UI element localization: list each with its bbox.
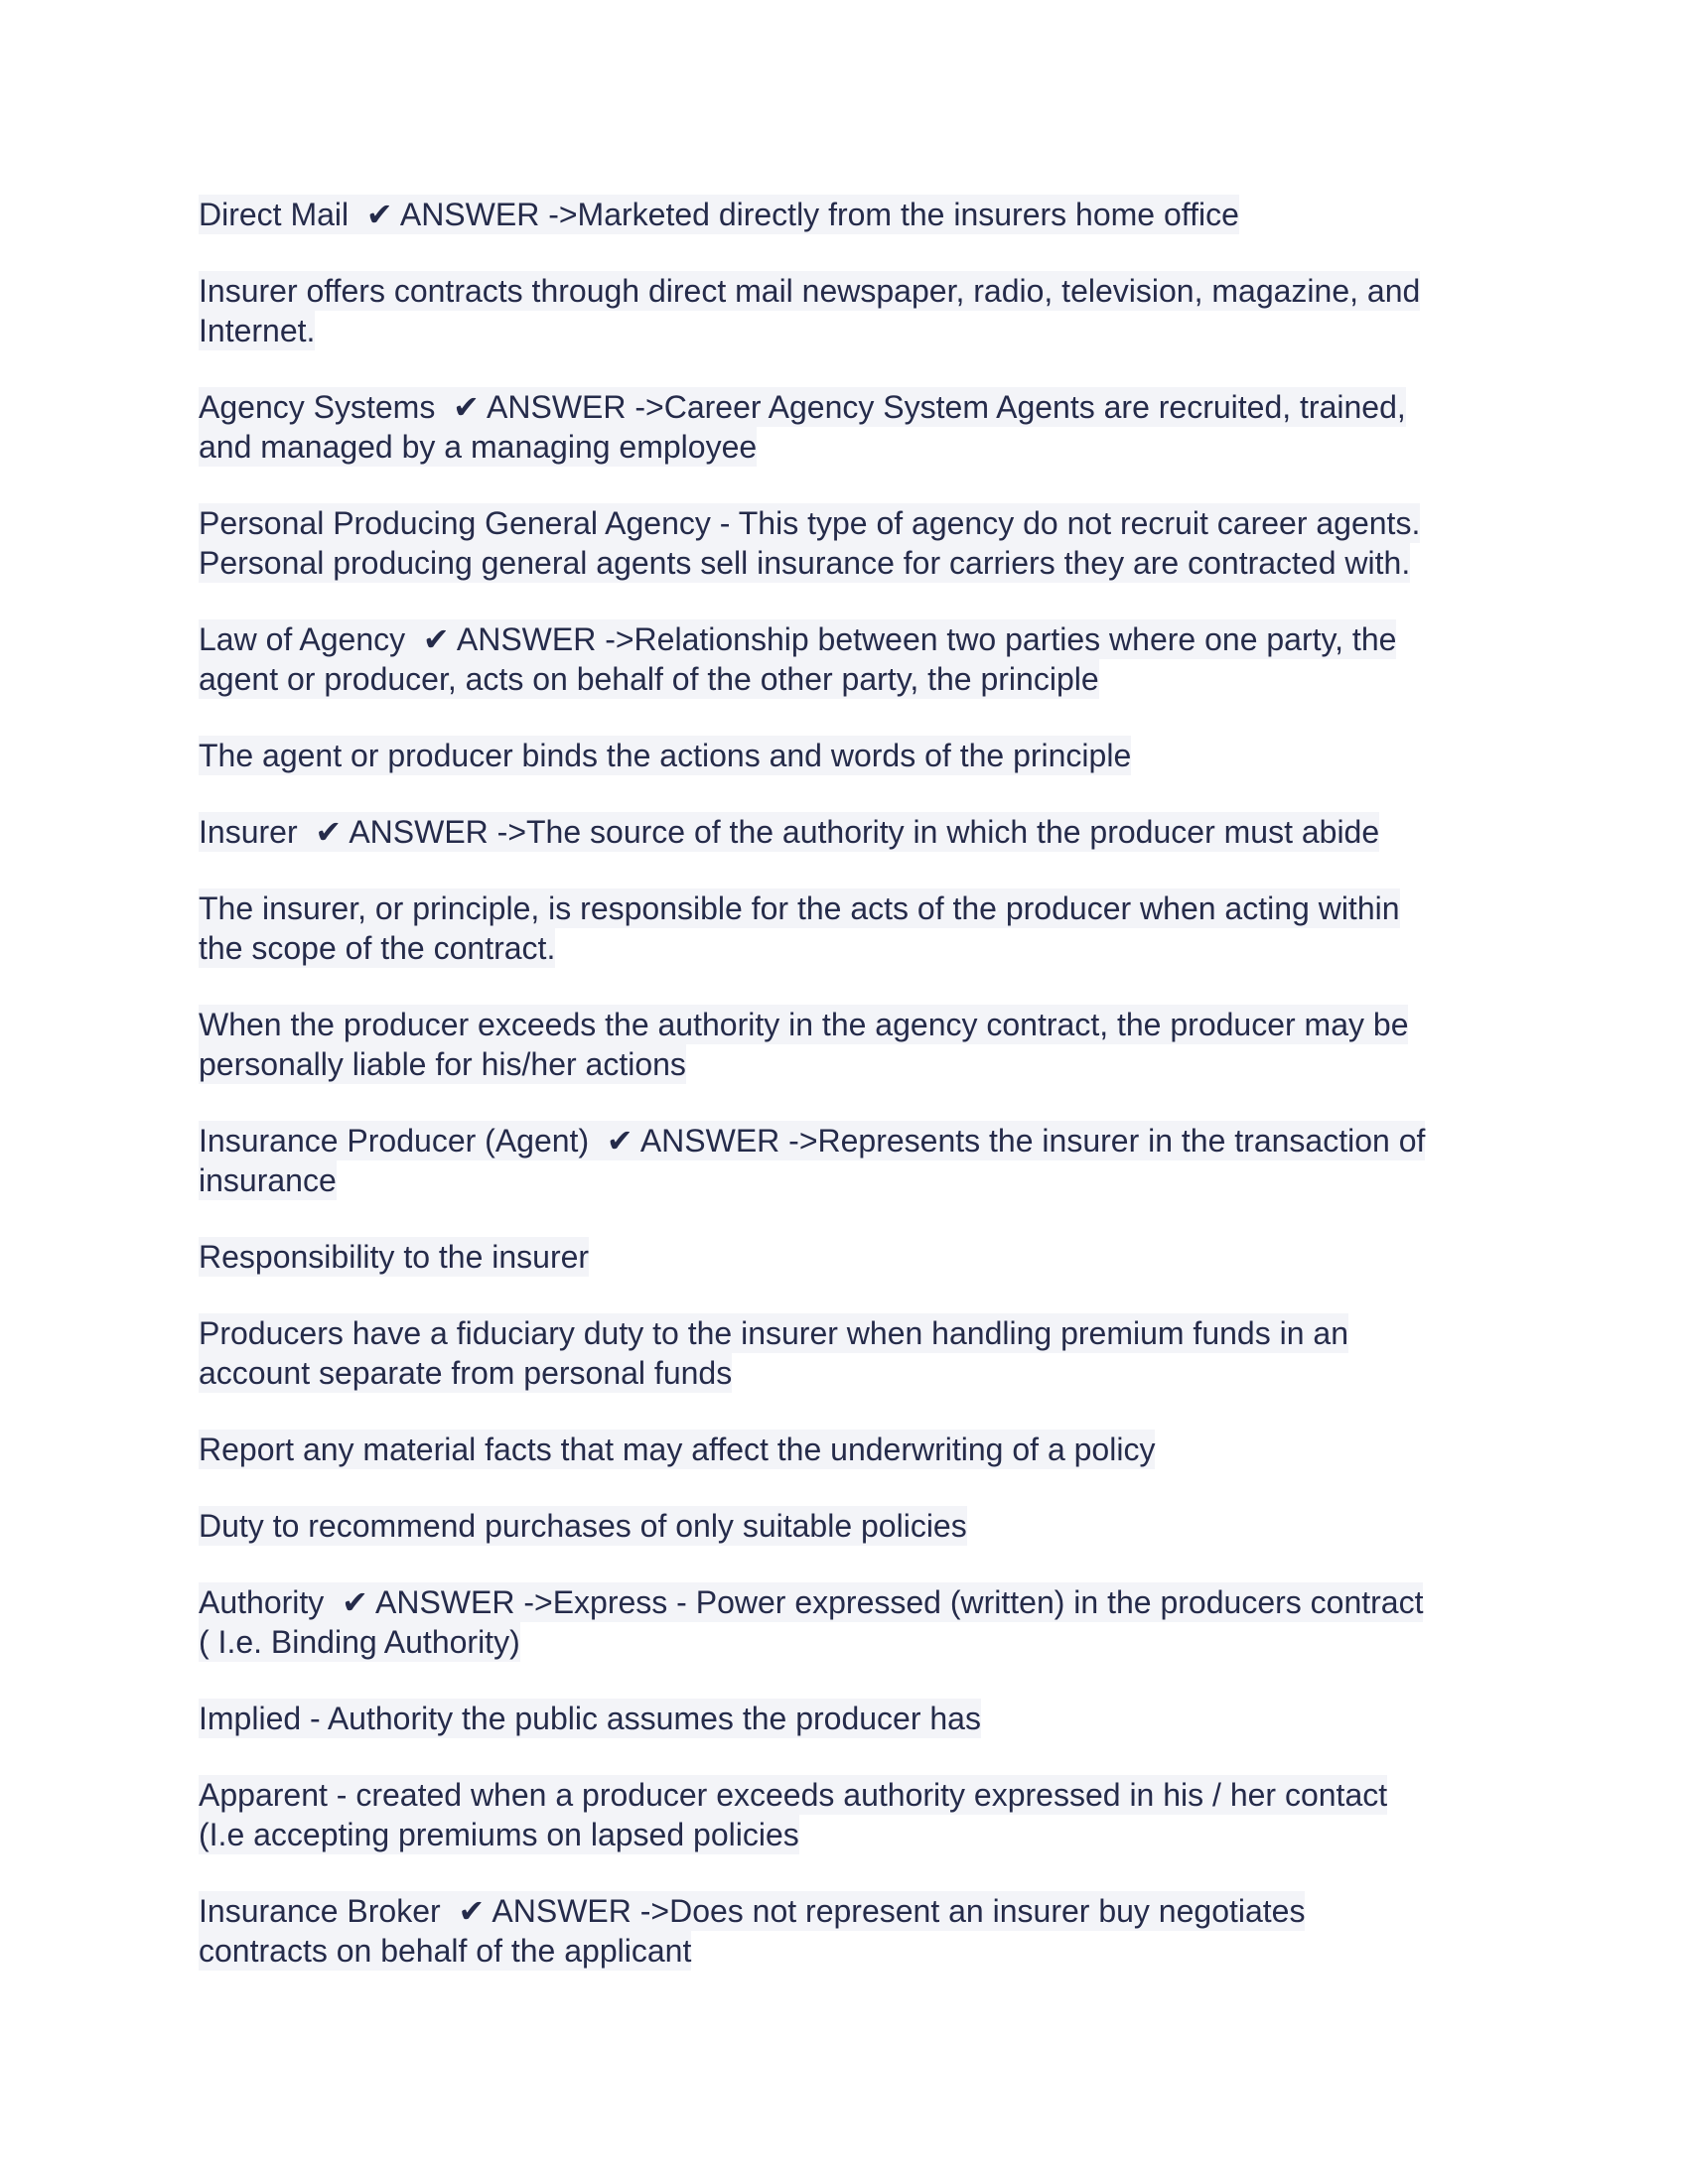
paragraph-insurance-producer	[199, 1121, 1425, 1200]
text-line: Agency Systems ✔ ANSWER ->Career Agency System Agents are recruited, trained,	[199, 389, 1406, 425]
text-line: Implied - Authority the public assumes the producer has	[199, 1701, 981, 1736]
paragraph-material-facts	[199, 1430, 1155, 1469]
text-line: ( I.e. Binding Authority)	[199, 1624, 520, 1660]
paragraph-suitable-policies	[199, 1506, 967, 1546]
text-line: Internet.	[199, 313, 316, 348]
text-line: Personal producing general agents sell insurance for carriers they are contracted with.	[199, 545, 1411, 581]
paragraph-personal-producing-agency	[199, 503, 1420, 583]
paragraph-apparent	[199, 1775, 1387, 1854]
text-line: Insurer ✔ ANSWER ->The source of the authority in which the producer must abide	[199, 814, 1380, 850]
text-line: The agent or producer binds the actions and words of the principle	[199, 738, 1132, 773]
paragraph-agency-systems	[199, 387, 1406, 467]
text-line: Authority ✔ ANSWER ->Express - Power expressed (written) in the producers contract	[199, 1584, 1424, 1620]
text-line: Insurance Broker ✔ ANSWER ->Does not represent an insurer buy negotiates	[199, 1893, 1306, 1929]
paragraph-direct-mail	[199, 195, 1239, 234]
text-line: Responsibility to the insurer	[199, 1239, 590, 1275]
text-line: the scope of the contract.	[199, 930, 556, 966]
text-line: Duty to recommend purchases of only suitable policies	[199, 1508, 967, 1544]
text-line: contracts on behalf of the applicant	[199, 1933, 692, 1969]
paragraph-responsibility	[199, 1237, 589, 1277]
text-line: Apparent - created when a producer exceeds authority expressed in his / her contact	[199, 1777, 1388, 1813]
paragraph-exceeds-authority	[199, 1005, 1408, 1084]
text-line: insurance	[199, 1162, 337, 1198]
paragraph-authority	[199, 1582, 1423, 1662]
text-line: Producers have a fiduciary duty to the insurer when handling premium funds in an	[199, 1315, 1348, 1351]
paragraph-insurance-broker	[199, 1891, 1305, 1971]
text-line: Law of Agency ✔ ANSWER ->Relationship between two parties where one party, the	[199, 621, 1397, 657]
document-page	[199, 195, 1489, 2007]
paragraph-fiduciary-duty	[199, 1313, 1348, 1393]
paragraph-agent-binds	[199, 736, 1131, 775]
text-line: Insurance Producer (Agent) ✔ ANSWER ->Represents the insurer in the transaction of	[199, 1123, 1426, 1159]
paragraph-direct-mail-detail	[199, 271, 1420, 350]
text-line: account separate from personal funds	[199, 1355, 733, 1391]
text-line: Insurer offers contracts through direct mail newspaper, radio, television, magazine, and	[199, 273, 1421, 309]
text-line: The insurer, or principle, is responsible for the acts of the producer when acting within	[199, 890, 1400, 926]
text-line: Report any material facts that may affect the underwriting of a policy	[199, 1432, 1156, 1467]
text-line: Direct Mail ✔ ANSWER ->Marketed directly from the insurers home office	[199, 197, 1239, 232]
paragraph-law-of-agency	[199, 619, 1396, 699]
text-line: and managed by a managing employee	[199, 429, 758, 465]
paragraph-implied	[199, 1699, 981, 1738]
text-line: (I.e accepting premiums on lapsed policies	[199, 1817, 799, 1852]
paragraph-insurer	[199, 812, 1379, 852]
text-line: Personal Producing General Agency - This type of agency do not recruit career agents.	[199, 505, 1421, 541]
text-line: When the producer exceeds the authority in the agency contract, the producer may be	[199, 1007, 1409, 1042]
paragraph-insurer-responsible	[199, 888, 1400, 968]
text-line: personally liable for his/her actions	[199, 1046, 686, 1082]
text-line: agent or producer, acts on behalf of the other party, the principle	[199, 661, 1099, 697]
